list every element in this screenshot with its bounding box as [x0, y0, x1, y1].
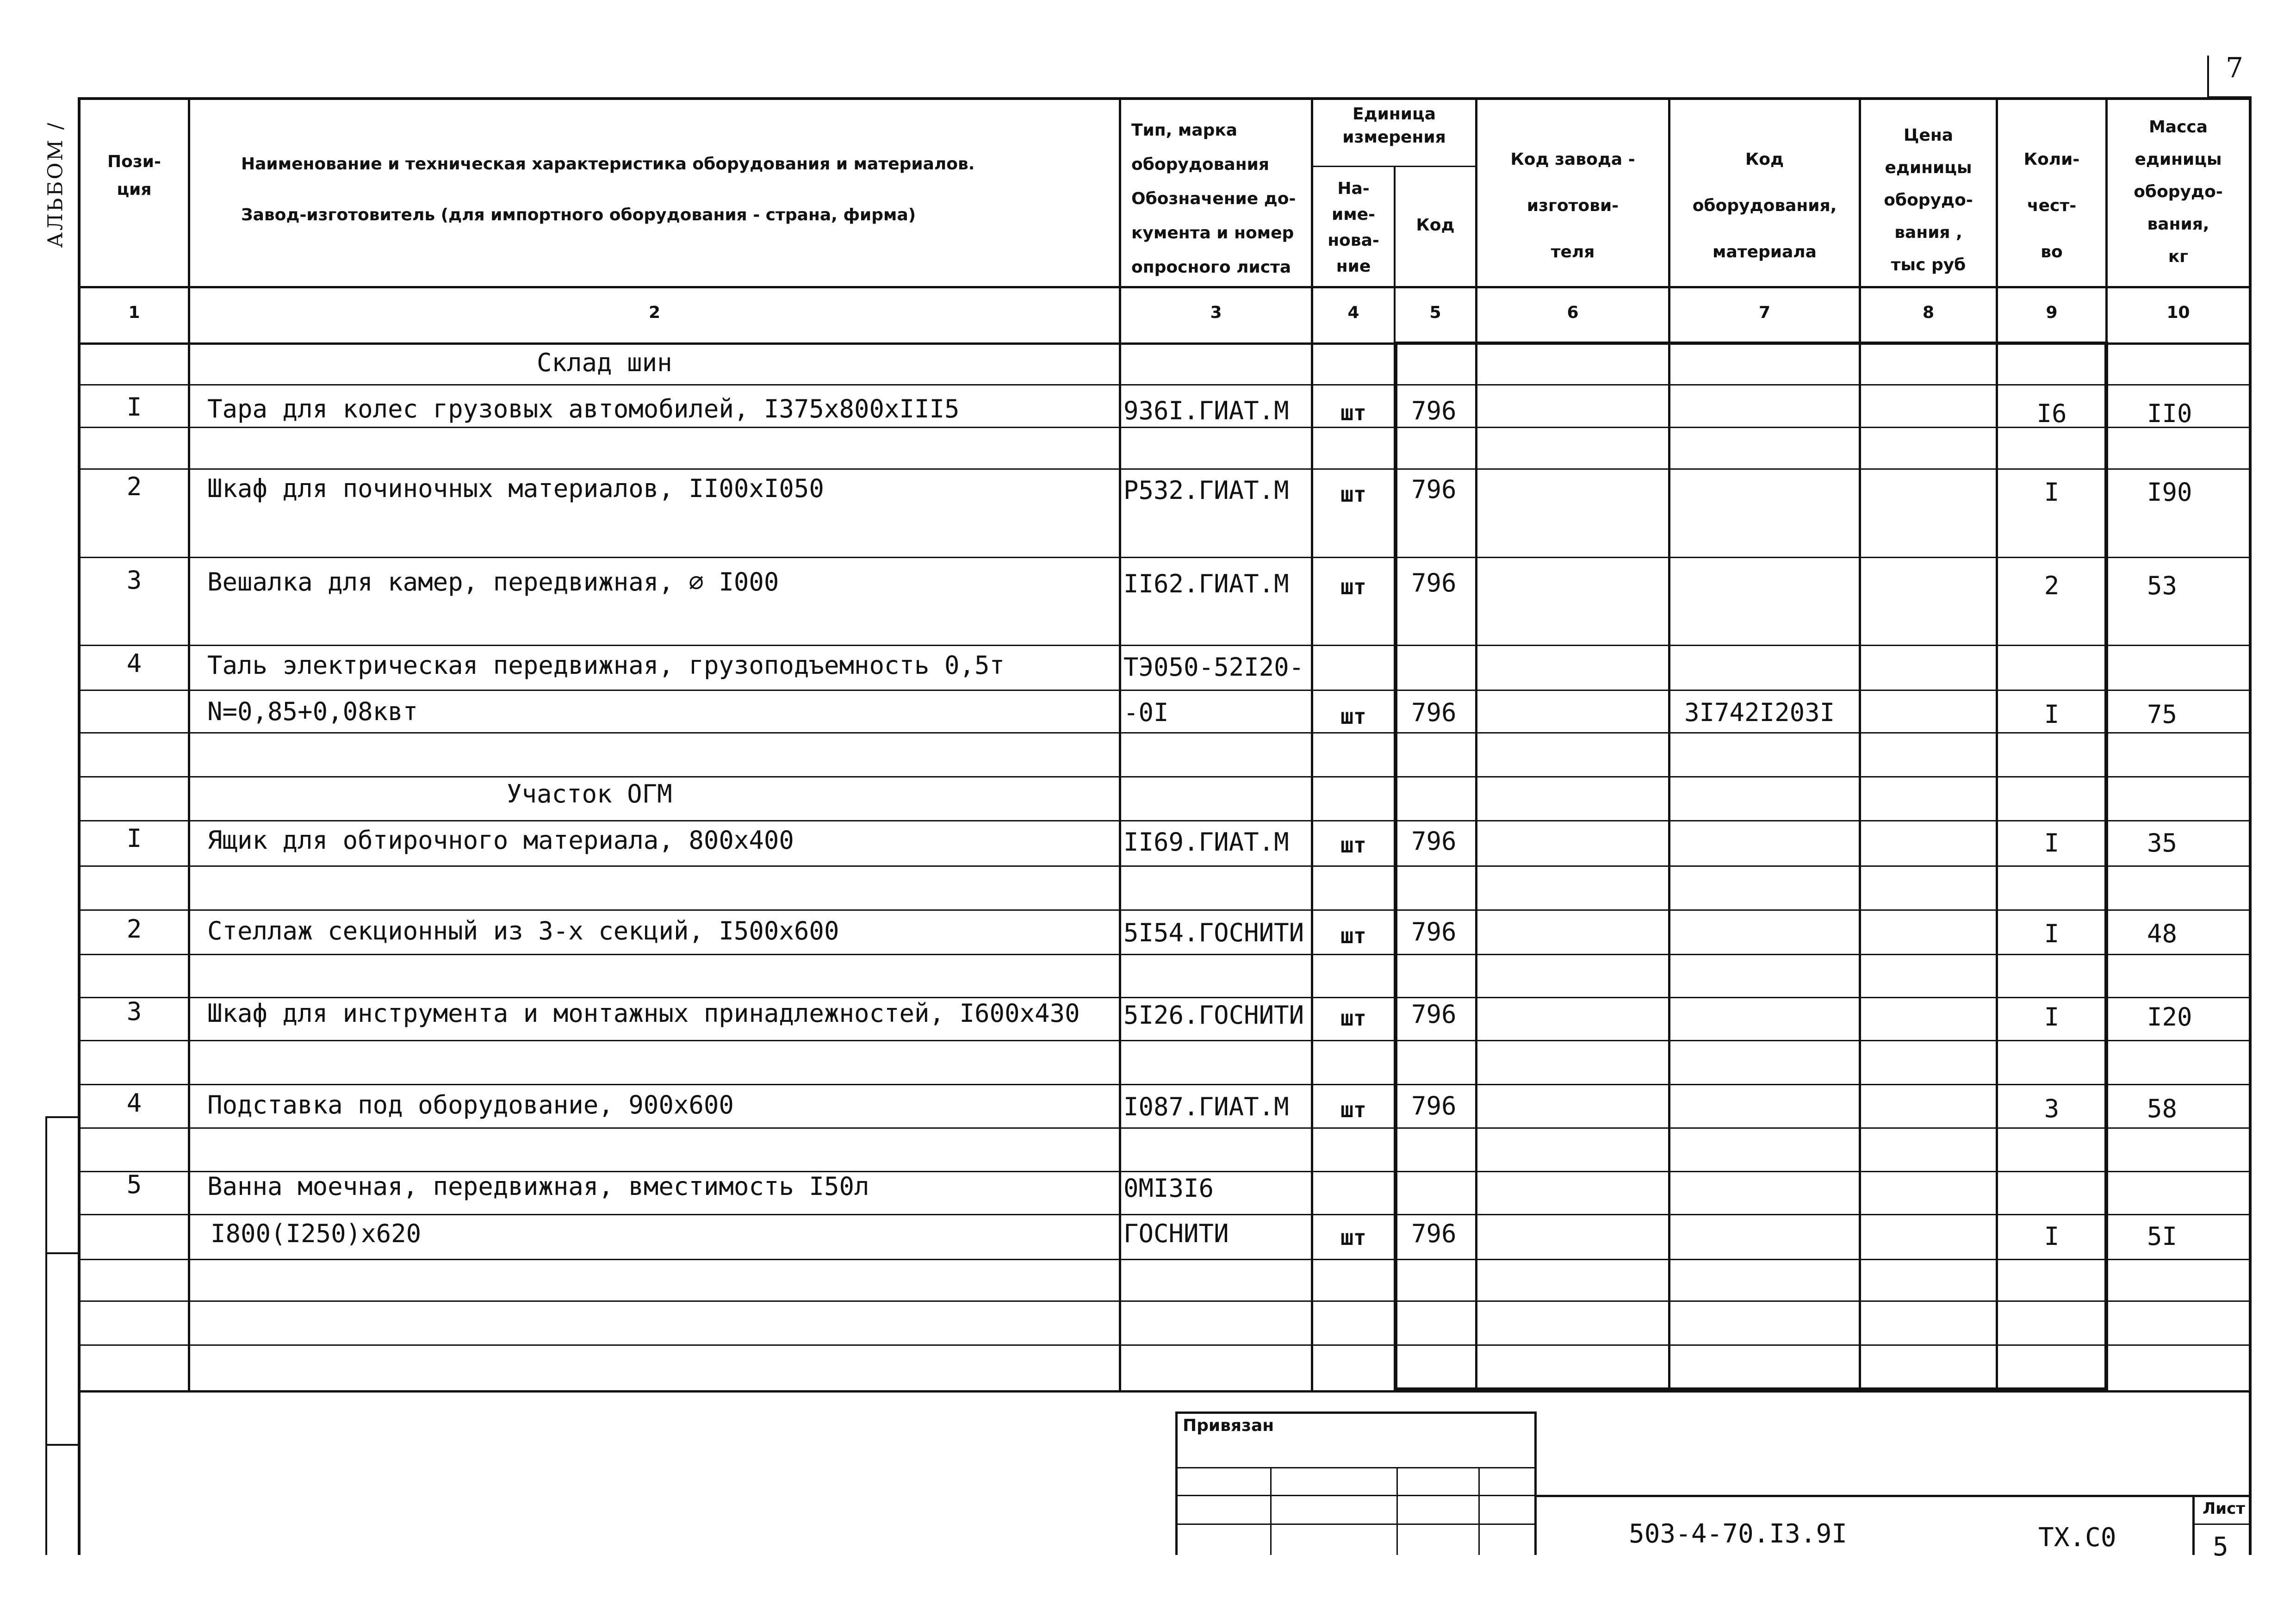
cell-quantity: I [2044, 478, 2060, 507]
corner-mark-underline [2207, 96, 2252, 98]
header-text: измерения [1342, 128, 1446, 147]
cell-unit: шт [1340, 923, 1366, 948]
cell-mass: 48 [2147, 919, 2178, 948]
row-line [79, 997, 2252, 998]
header-quantity [1998, 137, 2105, 275]
cell-type: -0I [1123, 698, 1169, 727]
header-text: кг [2168, 247, 2189, 266]
header-equipment-code [1670, 137, 1859, 275]
cell-name: I800(I250)x620 [211, 1219, 422, 1248]
column-number: 4 [1347, 303, 1359, 322]
header-text: ция [117, 180, 152, 199]
cell-unit: шт [1340, 482, 1366, 507]
cell-position: 2 [126, 914, 142, 944]
binding-box-col [1478, 1467, 1480, 1555]
cell-type: 5I54.ГОСНИТИ [1123, 918, 1304, 947]
row-line [79, 776, 2252, 777]
row-line [79, 865, 2252, 867]
table-right-border [2249, 97, 2252, 1555]
framed-area-left [1394, 342, 1397, 1391]
cell-mass: 35 [2147, 828, 2178, 858]
cell-mass: 53 [2147, 571, 2178, 600]
header-text: тыс руб [1891, 255, 1966, 274]
row-line [79, 427, 2252, 428]
header-text: опросного листа [1131, 258, 1291, 277]
cell-name: Тара для колес грузовых автомобилей, I375x800xIII5 [207, 394, 960, 423]
header-type [1121, 113, 1321, 285]
row-line [79, 954, 2252, 955]
cell-type: 0МI3I6 [1123, 1174, 1214, 1203]
cell-name: Ящик для обтирочного материала, 800x400 [207, 826, 794, 855]
cell-position: I [126, 824, 142, 853]
cell-mass: I20 [2147, 1002, 2192, 1032]
cell-unit: шт [1340, 574, 1366, 599]
row-line [79, 1259, 2252, 1260]
header-text: Обозначение до- [1131, 189, 1296, 208]
cell-code: 796 [1411, 475, 1457, 504]
sheet-number: 5 [2213, 1532, 2228, 1562]
cell-quantity: I [2044, 1222, 2060, 1251]
cell-code: 796 [1411, 827, 1457, 856]
cell-name: Таль электрическая передвижная, грузоподъемность 0,5т [207, 651, 1005, 680]
cell-name: Шкаф для починочных материалов, II00xI050 [207, 474, 824, 503]
header-text: Коли- [2023, 150, 2080, 169]
row-line [79, 1344, 2252, 1346]
header-text: оборудования [1131, 155, 1269, 174]
cell-name: Подставка под оборудование, 900x600 [207, 1090, 734, 1119]
section-title: Склад шин [537, 348, 672, 377]
binding-box-top [1175, 1412, 1536, 1414]
cell-type: Р532.ГИАТ.М [1123, 476, 1289, 505]
header-unit [1313, 103, 1475, 149]
cell-code: 796 [1411, 1091, 1457, 1120]
row-line [79, 468, 2252, 470]
cell-type: II69.ГИАТ.М [1123, 827, 1289, 857]
cell-mass: II0 [2147, 399, 2192, 428]
binding-box-row [1175, 1524, 1536, 1525]
row-line [79, 690, 2252, 691]
cell-name: Стеллаж секционный из 3-х секций, I500x600 [207, 916, 839, 945]
section-code: ТХ.С0 [2038, 1523, 2116, 1553]
header-text: Единица [1353, 105, 1436, 124]
stamp-top-line [1536, 1495, 2252, 1497]
header-text: ние [1336, 257, 1371, 276]
framed-area-bottom [1395, 1387, 2108, 1391]
header-text: Завод-изготовитель (для импортного оборудования - страна, фирма) [241, 205, 916, 224]
cell-code: 796 [1411, 698, 1457, 727]
left-stamp-vertical [45, 1116, 47, 1555]
binding-box-left [1175, 1412, 1178, 1555]
cell-position: 5 [126, 1170, 142, 1199]
cell-code: 796 [1411, 1000, 1457, 1029]
row-line [79, 384, 2252, 386]
cell-unit: шт [1340, 1225, 1366, 1250]
cell-unit: шт [1340, 833, 1366, 858]
row-line [79, 1214, 2252, 1215]
header-text: единицы [1885, 158, 1972, 177]
sheet-cell-divider [2192, 1524, 2252, 1525]
cell-name: Вешалка для камер, передвижная, ∅ I000 [207, 567, 779, 597]
header-text: вания, [2147, 215, 2209, 234]
row-line [79, 645, 2252, 646]
binding-box-col [1270, 1467, 1272, 1555]
column-number: 5 [1429, 303, 1441, 322]
header-unit-code: Код [1416, 216, 1455, 235]
col-line-8 [1996, 97, 1998, 1393]
corner-page-number: 7 [2226, 52, 2244, 84]
row-line [79, 732, 2252, 734]
table-top-border [79, 97, 2252, 100]
left-stamp-divider [45, 1252, 79, 1254]
binding-box-row [1175, 1467, 1536, 1468]
cell-type: ГОСНИТИ [1123, 1219, 1229, 1248]
cell-code: 796 [1411, 568, 1457, 597]
row-line [79, 1084, 2252, 1085]
cell-unit: шт [1340, 400, 1366, 425]
header-text: Код завода - [1510, 150, 1635, 169]
cell-type: II62.ГИАТ.М [1123, 569, 1289, 598]
cell-name: N=0,85+0,08квт [207, 697, 418, 726]
row-line [79, 1127, 2252, 1129]
col-line-2 [1119, 97, 1121, 1393]
document-code: 503-4-70.I3.9I [1629, 1519, 1848, 1549]
cell-quantity: I [2044, 700, 2060, 729]
header-name [190, 139, 1170, 241]
column-number: 3 [1210, 303, 1222, 322]
header-text: изготови- [1527, 196, 1619, 215]
binding-box-right [1534, 1412, 1537, 1555]
col-line-3 [1311, 97, 1313, 1393]
column-number: 9 [2046, 303, 2058, 322]
cell-type: 5I26.ГОСНИТИ [1123, 1001, 1304, 1030]
cell-mass: I90 [2147, 478, 2192, 507]
left-stamp-divider [45, 1444, 79, 1446]
row-line [79, 557, 2252, 558]
cell-code: 796 [1411, 396, 1457, 425]
col-line-1 [188, 97, 190, 1393]
header-text: Код [1745, 150, 1784, 169]
header-mass [2108, 111, 2249, 273]
col-line-5 [1475, 97, 1477, 1393]
cell-quantity: 3 [2044, 1094, 2060, 1123]
cell-position: 4 [126, 1088, 142, 1118]
column-number: 8 [1922, 303, 1935, 322]
cell-mass: 75 [2147, 700, 2178, 729]
header-text: оборудования, [1692, 196, 1837, 215]
cell-position: 2 [126, 472, 142, 501]
row-line [79, 1040, 2252, 1041]
cell-quantity: I [2044, 919, 2060, 948]
header-text: теля [1551, 243, 1595, 261]
corner-mark-line [2207, 56, 2209, 100]
row-line [79, 820, 2252, 821]
cell-quantity: I [2044, 828, 2060, 858]
cell-code: 796 [1411, 1219, 1457, 1248]
cell-unit: шт [1340, 704, 1366, 729]
framed-area-top [1395, 342, 2108, 345]
col-line-7 [1859, 97, 1861, 1393]
header-text: Цена [1904, 126, 1953, 145]
binding-label: Привязан [1183, 1416, 1274, 1435]
header-text: На- [1337, 179, 1370, 198]
cell-type: ТЭ050-52I20- [1123, 653, 1304, 682]
cell-mass: 58 [2147, 1094, 2178, 1123]
cell-quantity: 2 [2044, 571, 2060, 600]
header-position [81, 139, 188, 213]
cell-position: I [126, 392, 142, 422]
header-plant-code [1477, 137, 1668, 275]
row-line [79, 909, 2252, 911]
binding-box-col [1396, 1467, 1398, 1555]
cell-position: 4 [126, 649, 142, 678]
header-text: вания , [1894, 223, 1962, 242]
header-price [1861, 119, 1996, 281]
header-text: оборудо- [1884, 191, 1973, 210]
cell-position: 3 [126, 566, 142, 595]
header-text: кумента и номер [1131, 224, 1294, 243]
album-side-label: АЛЬБОМ / [43, 121, 68, 248]
header-text: име- [1331, 205, 1375, 224]
header-text: чест- [2027, 196, 2077, 215]
cell-name: Ванна моечная, передвижная, вместимость I50л [207, 1172, 869, 1201]
cell-unit: шт [1340, 1006, 1366, 1031]
column-number: 2 [648, 303, 661, 322]
cell-unit: шт [1340, 1097, 1366, 1122]
cell-type: I087.ГИАТ.М [1123, 1092, 1289, 1121]
column-number: 1 [128, 303, 140, 322]
header-text: во [2041, 243, 2063, 261]
cell-position: 3 [126, 997, 142, 1026]
cell-quantity: I [2044, 1002, 2060, 1032]
cell-equipment-code: 3I742I203I [1684, 698, 1835, 727]
column-number: 10 [2166, 303, 2190, 322]
section-title: Участок ОГМ [507, 779, 672, 808]
row-line [79, 1300, 2252, 1302]
column-number: 7 [1758, 303, 1771, 322]
cell-type: 936I.ГИАТ.М [1123, 396, 1289, 425]
binding-box-row [1175, 1495, 1536, 1496]
header-bottom-border [79, 286, 2252, 288]
column-number: 6 [1567, 303, 1579, 322]
header-text: Тип, марка [1131, 121, 1238, 140]
header-text: единицы [2135, 150, 2222, 169]
header-unit-name [1313, 176, 1394, 280]
cell-mass: 5I [2147, 1222, 2178, 1251]
cell-code: 796 [1411, 917, 1457, 946]
header-text: материала [1713, 243, 1817, 261]
cell-name: Шкаф для инструмента и монтажных принадлежностей, I600x430 [207, 999, 1080, 1028]
header-text: Пози- [107, 152, 161, 171]
header-text: Наименование и техническая характеристика оборудования и материалов. [241, 155, 975, 174]
sheet-label: Лист [2203, 1499, 2245, 1518]
left-stamp-divider [45, 1116, 79, 1118]
header-text: оборудо- [2134, 182, 2223, 201]
header-text: нова- [1328, 231, 1379, 250]
cell-quantity: I6 [2036, 399, 2067, 428]
sheet-cell-left [2192, 1495, 2195, 1555]
col-line-6 [1668, 97, 1670, 1393]
header-text: Масса [2148, 118, 2208, 137]
